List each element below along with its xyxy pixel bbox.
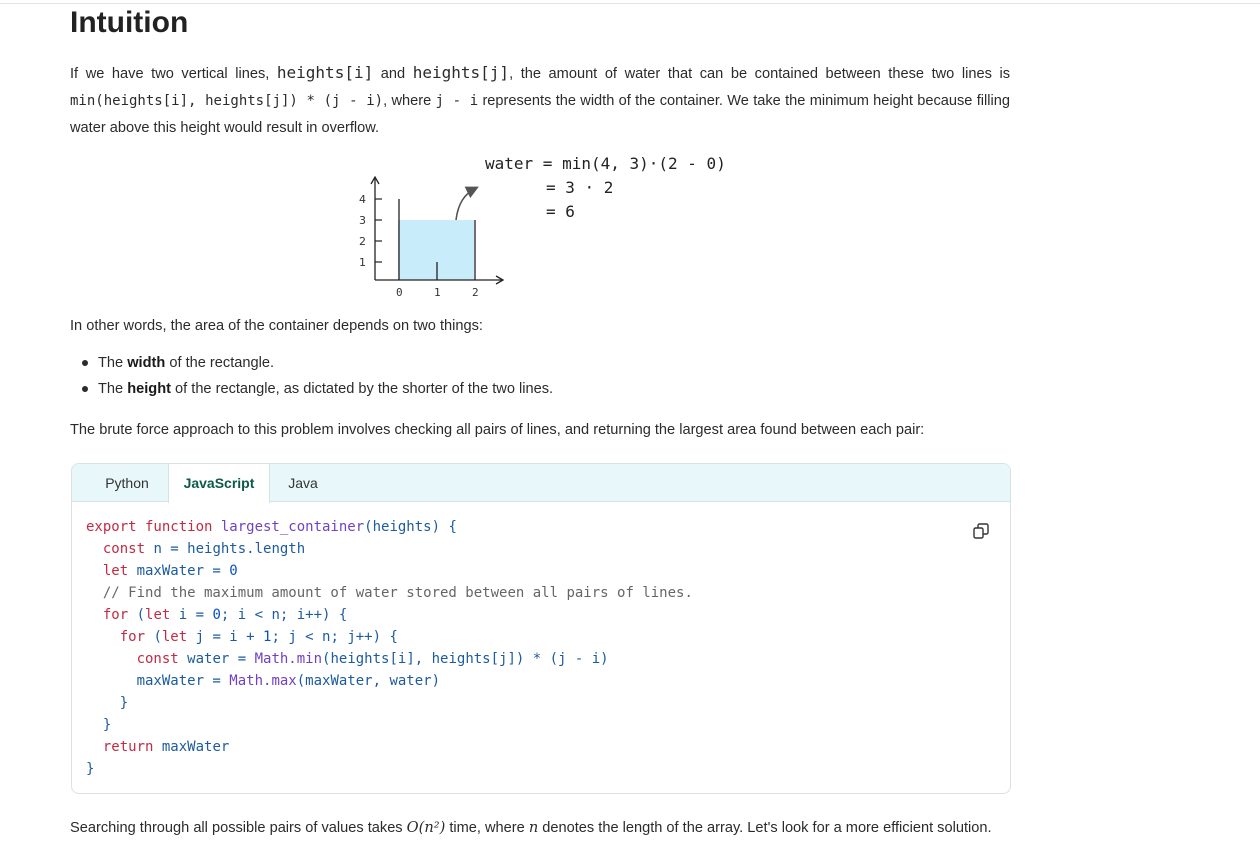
code-token: water = [187,651,255,667]
inline-code: j - i [435,93,479,109]
code-token: (maxWater, water) [296,673,441,689]
text: Searching through all possible pairs of values takes [70,820,407,836]
section-title: Intuition [70,6,189,39]
code-token: j = i + [195,629,264,645]
code-token: i = [178,607,213,623]
code-token: let [102,563,137,579]
bold-text: width [127,355,166,371]
list-item [80,376,553,402]
text: The [98,381,128,397]
code-token: ; j < n; j++) { [271,629,398,645]
water-fill [398,220,474,280]
code-tabs [72,464,1010,502]
inline-code: heights[j] [412,63,510,82]
tab-javascript[interactable]: JavaScript [168,464,270,503]
top-divider [0,3,1260,4]
math-expression: n [528,819,539,836]
y-tick-label: 1 [359,256,366,269]
x-tick-label: 0 [396,286,403,299]
x-tick-label: 2 [472,286,479,299]
text: of the rectangle. [165,355,275,371]
tab-java[interactable]: Java [288,475,318,491]
code-token: ( [136,607,146,623]
text: represents the width of the container. We take the minimum height because filling water above this height would result in overflow. [70,93,1010,136]
code-token: 0 [212,607,221,623]
equation-line-2: = 3 · 2 [546,178,614,197]
math-expression: O(n²) [406,819,446,836]
code-token: const [102,541,154,557]
text: denotes the length of the array. Let's look for a more efficient solution. [538,820,992,836]
text: and [373,66,413,82]
y-tick-label: 2 [359,235,366,248]
arrow-curve [456,188,476,220]
text: , where [383,93,436,109]
code-token: maxWater [161,739,230,755]
code-token: export function [86,519,221,535]
code-token: for [102,607,137,623]
code-token: maxWater = [136,673,230,689]
code-token: (heights[i], heights[j]) * (j - i) [322,651,609,667]
text: time, where [445,820,529,836]
code-comment: // Find the maximum amount of water stored between all pairs of lines. [102,585,693,601]
container-diagram [330,148,750,308]
y-tick-label: 4 [359,193,366,206]
text: , the amount of water that can be contained between these two lines is [509,66,1010,82]
code-token: Math.min [254,651,323,667]
code-token: let [145,607,179,623]
inline-code: min(heights[i], heights[j]) * (j - i) [70,93,384,109]
y-tick-label: 3 [359,214,366,227]
code-token: } [119,695,129,711]
code-token: ; i < n; i++) { [220,607,348,623]
code-token: } [102,717,112,733]
text: of the rectangle, as dictated by the shorter of the two lines. [170,381,554,397]
code-token: let [161,629,196,645]
code-token: 0 [229,563,238,579]
code-token: for [119,629,154,645]
equation-line-3: = 6 [546,202,575,221]
paragraph-two-things: In other words, the area of the container depends on two things: [70,318,483,334]
code-token: maxWater = [136,563,230,579]
bold-text: height [127,381,171,397]
x-tick-label: 1 [434,286,441,299]
code-token: n = heights.length [153,541,306,557]
inline-code: heights[i] [276,63,374,82]
code-listing [86,516,693,780]
code-token: } [86,761,95,777]
text: The [98,355,128,371]
code-token: largest_container [220,519,365,535]
copy-icon[interactable] [972,522,990,540]
code-token: Math.max [229,673,297,689]
code-token: (heights) { [364,519,457,535]
code-token: const [136,651,188,667]
intro-paragraph [70,59,1010,142]
equation-line-1: water = min(4, 3)·(2 - 0) [485,154,726,173]
code-token: return [102,739,162,755]
list-item [80,350,553,376]
code-token: ( [153,629,162,645]
bullet-list [80,350,553,402]
code-block [71,463,1011,794]
complexity-paragraph [70,814,1010,842]
brute-force-paragraph: The brute force approach to this problem involves checking all pairs of lines, and returning the largest area found between each pair: [70,422,925,438]
code-token: 1 [263,629,272,645]
tab-python[interactable]: Python [105,475,149,491]
text: If we have two vertical lines, [70,66,277,82]
